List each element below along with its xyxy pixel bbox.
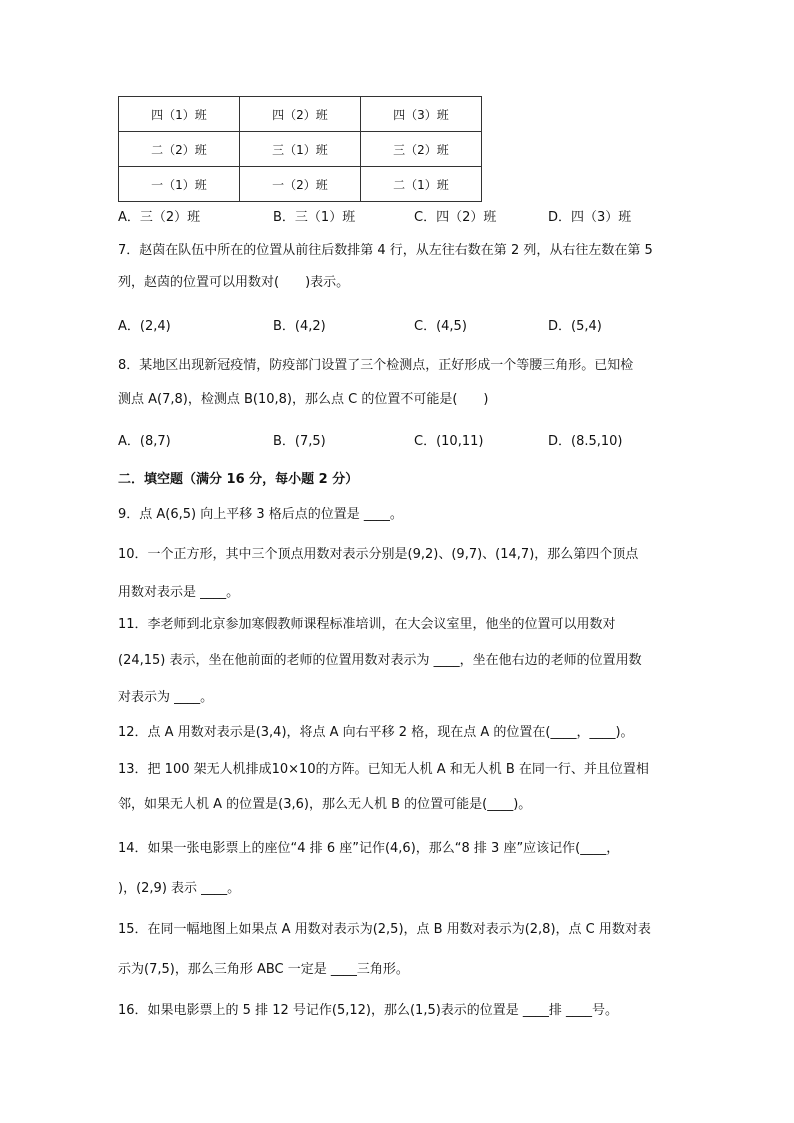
- q11-line-2: (24,15) 表示，坐在他前面的老师的位置用数对表示为 ____，坐在他右边的老师的位置用数: [118, 653, 642, 668]
- option-d: D．四（3）班: [548, 210, 632, 225]
- class-seating-table: [118, 96, 482, 202]
- table-cell: 二（2）班: [119, 132, 240, 167]
- table-cell: 一（1）班: [119, 167, 240, 202]
- q8-line-1: 8．某地区出现新冠疫情，防疫部门设置了三个检测点，正好形成一个等腰三角形。已知检: [118, 358, 634, 373]
- q8-line-2: 测点 A(7,8)，检测点 B(10,8)，那么点 C 的位置不可能是( ): [118, 392, 489, 407]
- q14-line-1: 14．如果一张电影票上的座位“4 排 6 座”记作(4,6)，那么“8 排 3 座”应该记作(____，: [118, 841, 620, 856]
- q13-line-2: 邻，如果无人机 A 的位置是(3,6)，那么无人机 B 的位置可能是(____)。: [118, 797, 532, 812]
- table-cell: 四（2）班: [240, 97, 361, 132]
- q9: 9．点 A(6,5) 向上平移 3 格后点的位置是 ____。: [118, 507, 403, 522]
- q7-line-2: 列，赵茵的位置可以用数对( )表示。: [118, 275, 350, 290]
- table-cell: 一（2）班: [240, 167, 361, 202]
- table-cell: 四（3）班: [361, 97, 482, 132]
- option-a: A．(8,7): [118, 434, 171, 449]
- q15-line-1: 15．在同一幅地图上如果点 A 用数对表示为(2,5)，点 B 用数对表示为(2,8)，点 C 用数对表: [118, 922, 651, 937]
- q11-line-3: 对表示为 ____。: [118, 690, 214, 705]
- q11-line-1: 11．李老师到北京参加寒假教师课程标准培训，在大会议室里，他坐的位置可以用数对: [118, 617, 616, 632]
- section-heading: 二．填空题（满分 16 分，每小题 2 分）: [118, 472, 359, 487]
- option-b: B．三（1）班: [273, 210, 356, 225]
- option-d: D．(5,4): [548, 319, 602, 334]
- q15-line-2: 示为(7,5)，那么三角形 ABC 一定是 ____三角形。: [118, 962, 409, 977]
- option-b: B．(7,5): [273, 434, 326, 449]
- option-c: C．四（2）班: [414, 210, 497, 225]
- option-c: C．(4,5): [414, 319, 467, 334]
- table-cell: 三（1）班: [240, 132, 361, 167]
- table-row: [119, 97, 482, 132]
- table-cell: 二（1）班: [361, 167, 482, 202]
- option-a: A．三（2）班: [118, 210, 201, 225]
- option-a: A．(2,4): [118, 319, 171, 334]
- table-cell: 四（1）班: [119, 97, 240, 132]
- q10-line-2: 用数对表示是 ____。: [118, 585, 240, 600]
- table-cell: 三（2）班: [361, 132, 482, 167]
- q14-line-2: )，(2,9) 表示 ____。: [118, 881, 241, 896]
- q16: 16．如果电影票上的 5 排 12 号记作(5,12)，那么(1,5)表示的位置是 ____排 ____号。: [118, 1003, 619, 1018]
- q13-line-1: 13．把 100 架无人机排成10×10的方阵。已知无人机 A 和无人机 B 在同一行、并且位置相: [118, 762, 649, 777]
- q12: 12．点 A 用数对表示是(3,4)，将点 A 向右平移 2 格，现在点 A 的位置在(____，____)。: [118, 725, 634, 740]
- option-c: C．(10,11): [414, 434, 484, 449]
- option-b: B．(4,2): [273, 319, 326, 334]
- option-d: D．(8.5,10): [548, 434, 623, 449]
- table-row: [119, 167, 482, 202]
- q10-line-1: 10．一个正方形，其中三个顶点用数对表示分别是(9,2)、(9,7)、(14,7)，那么第四个顶点: [118, 547, 639, 562]
- table-row: [119, 132, 482, 167]
- q7-line-1: 7．赵茵在队伍中所在的位置从前往后数排第 4 行，从左往右数在第 2 列，从右往左数在第 5: [118, 243, 653, 258]
